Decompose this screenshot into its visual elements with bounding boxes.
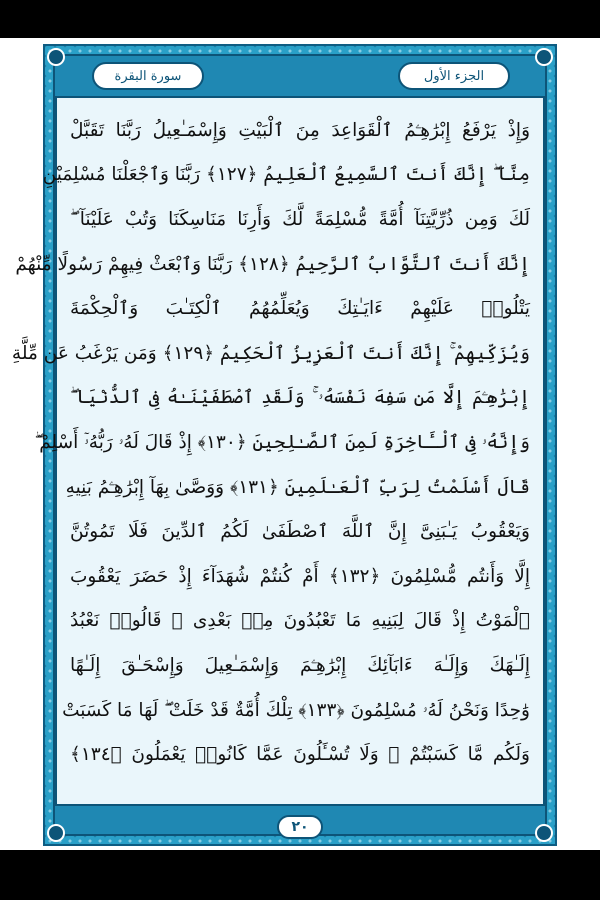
verse-line: لَكَ وَمِن ذُرِّيَّتِنَآ أُمَّةً مُّسْلِمَةً لَّكَ وَأَرِنَا مَنَاسِكَنَا وَتُبْ عَلَيْنَآ ۖ bbox=[70, 208, 530, 230]
verse-line: إِلَـٰهَكَ وَإِلَـٰهَ ءَابَآئِكَ إِبْرَٰهِـۧمَ وَإِسْمَـٰعِيلَ وَإِسْحَـٰقَ إِلَـٰهًا bbox=[70, 654, 530, 676]
verse-line: وَيُزَكِّيهِمْ ۚ إِنَّكَ أَنتَ ٱلْعَزِيزُ ٱلْحَكِيمُ ﴿١٢٩﴾ وَمَن يَرْغَبُ عَن مِّلَّةِ bbox=[11, 342, 530, 364]
surah-name: سورة البقرة bbox=[114, 68, 182, 84]
corner-ornament-icon bbox=[535, 824, 553, 842]
juz-name-plaque bbox=[398, 62, 510, 90]
corner-ornament-icon bbox=[535, 48, 553, 66]
verse-line: ٱلْمَوْتُ إِذْ قَالَ لِبَنِيهِ مَا تَعْبُدُونَ مِنۢ بَعْدِى ۖ قَالُوا۟ نَعْبُدُ bbox=[70, 610, 530, 632]
corner-ornament-icon bbox=[47, 824, 65, 842]
verse-line: إِبْرَٰهِـۧمَ إِلَّا مَن سَفِهَ نَفْسَهُۥ ۚ وَلَقَدِ ٱصْطَفَيْنَـٰهُ فِى ٱلدُّنْيَا ۖ bbox=[70, 387, 530, 409]
page-number bbox=[277, 815, 323, 839]
verse-line: مِنَّآ ۖ إِنَّكَ أَنتَ ٱلسَّمِيعُ ٱلْعَلِيمُ ﴿١٢٧﴾ رَبَّنَا وَٱجْعَلْنَا مُسْلِمَيْنِ bbox=[42, 164, 530, 186]
verse-lines bbox=[11, 108, 530, 777]
juz-name: الجزء الأول bbox=[423, 68, 485, 84]
verse-line: قَالَ أَسْلَمْتُ لِرَبِّ ٱلْعَـٰلَمِينَ ﴿١٣١﴾ وَوَصَّىٰ بِهَآ إِبْرَٰهِـۧمُ بَنِيهِ bbox=[65, 476, 530, 498]
verse-line: وَيَعْقُوبُ يَـٰبَنِىَّ إِنَّ ٱللَّهَ ٱصْطَفَىٰ لَكُمُ ٱلدِّينَ فَلَا تَمُوتُنَّ bbox=[70, 521, 530, 543]
top-bar bbox=[0, 0, 600, 38]
verse-line: وَٰحِدًا وَنَحْنُ لَهُۥ مُسْلِمُونَ ﴿١٣٣﴾ تِلْكَ أُمَّةٌ قَدْ خَلَتْ ۖ لَهَا مَا كَسَبَتْ bbox=[62, 699, 530, 721]
verse-line: إِنَّكَ أَنتَ ٱلتَّوَّابُ ٱلرَّحِيمُ ﴿١٢٨﴾ رَبَّنَا وَٱبْعَثْ فِيهِمْ رَسُولًا مِّنْهُمْ bbox=[15, 253, 530, 275]
bottom-bar bbox=[0, 850, 600, 900]
corner-ornament-icon bbox=[47, 48, 65, 66]
verse-line: يَتْلُوا۟ عَلَيْهِمْ ءَايَـٰتِكَ وَيُعَلِّمُهُمُ ٱلْكِتَـٰبَ وَٱلْحِكْمَةَ bbox=[70, 298, 530, 320]
verse-line: وَإِنَّهُۥ فِى ٱلْـَٔاخِرَةِ لَمِنَ ٱلصَّـٰلِحِينَ ﴿١٣٠﴾ إِذْ قَالَ لَهُۥ رَبُّهُۥٓ أَسْلِمْ ۖ bbox=[34, 431, 530, 453]
verse-line: وَلَكُم مَّا كَسَبْتُمْ ۖ وَلَا تُسْـَٔلُونَ عَمَّا كَانُوا۟ يَعْمَلُونَ ﴿١٣٤﴾ bbox=[70, 744, 530, 766]
verse-line: وَإِذْ يَرْفَعُ إِبْرَٰهِـۧمُ ٱلْقَوَاعِدَ مِنَ ٱلْبَيْتِ وَإِسْمَـٰعِيلُ رَبَّنَا تَقَبَّلْ bbox=[70, 119, 530, 141]
surah-name-plaque bbox=[92, 62, 204, 90]
verse-line: إِلَّا وَأَنتُم مُّسْلِمُونَ ﴿١٣٢﴾ أَمْ كُنتُمْ شُهَدَآءَ إِذْ حَضَرَ يَعْقُوبَ bbox=[70, 565, 530, 587]
page-number-text: ٢٠ bbox=[291, 819, 309, 835]
